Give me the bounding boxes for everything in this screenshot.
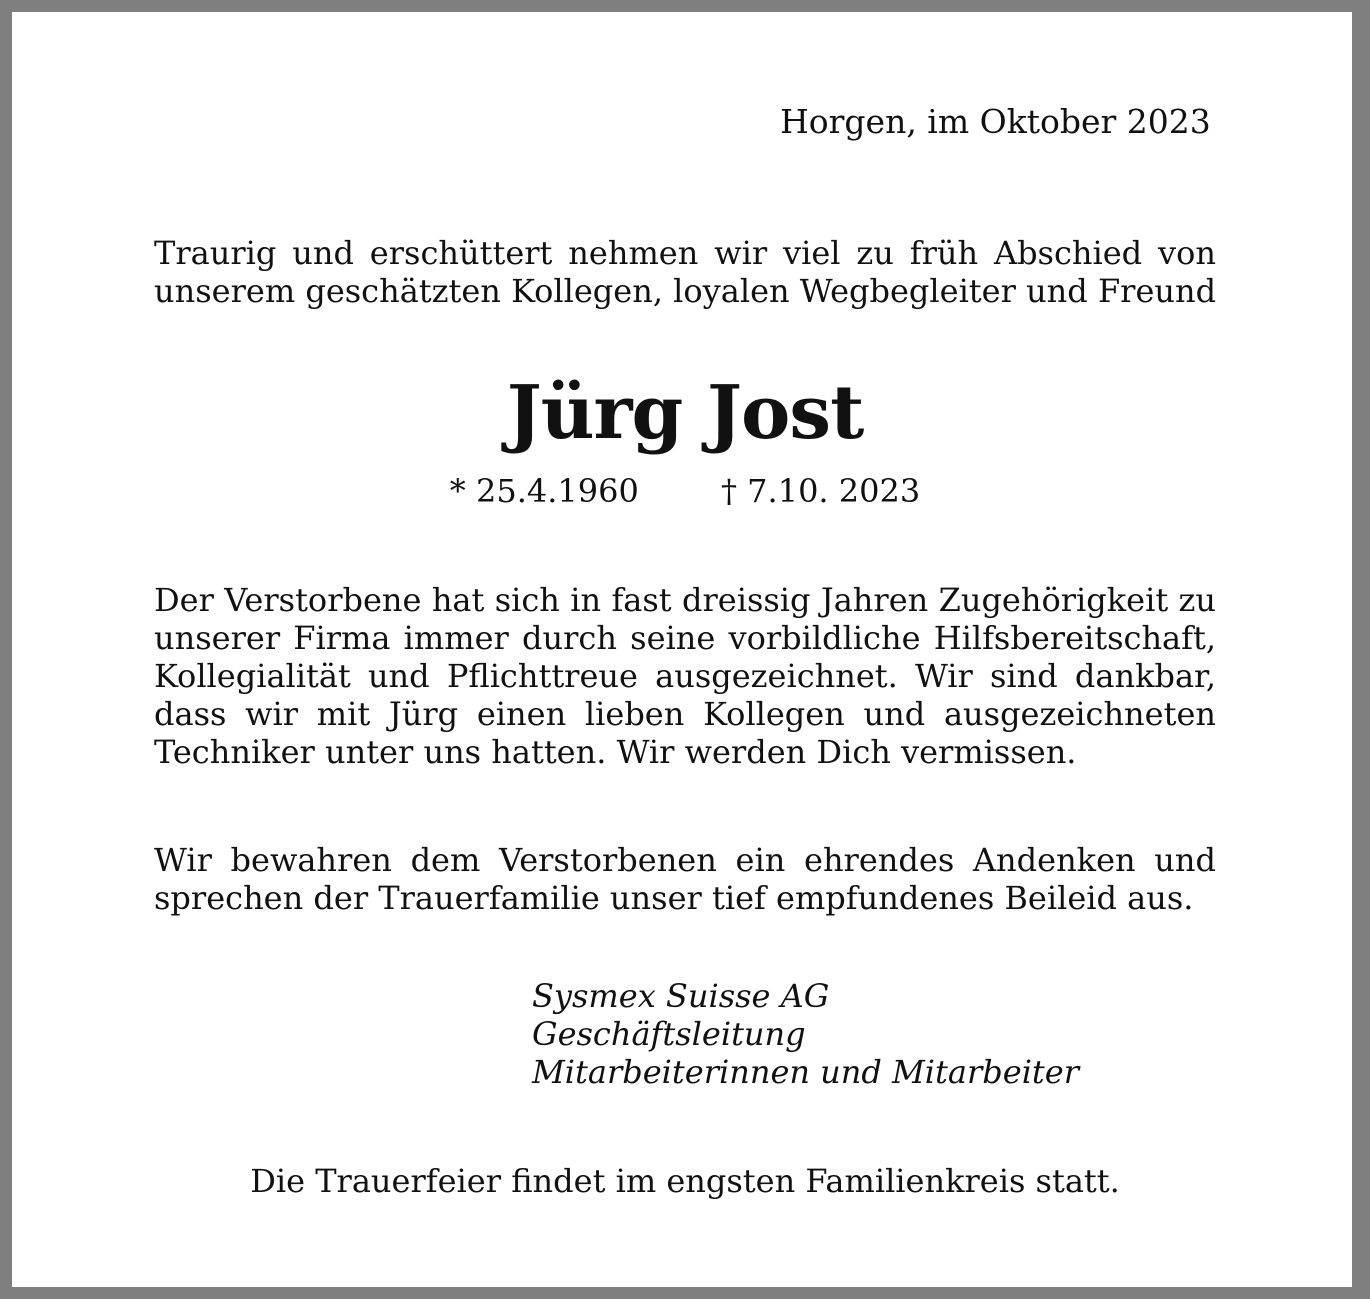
tribute-line: Kollegialität und Pflichttreue ausgezeichnet. Wir sind dankbar,	[154, 657, 1216, 695]
condolence-line: Wir bewahren dem Verstorbenen ein ehrendes Andenken und	[154, 841, 1216, 879]
signature-company: Sysmex Suisse AG	[532, 977, 830, 1015]
signature-management: Geschäftsleitung	[532, 1015, 806, 1053]
signature-staff: Mitarbeiterinnen und Mitarbeiter	[532, 1053, 1080, 1091]
condolence-line: sprechen der Trauerfamilie unser tief empfundenes Beileid aus.	[154, 879, 1194, 917]
tribute-paragraph	[154, 581, 1216, 771]
deceased-name: Jürg Jost	[506, 370, 864, 456]
condolence-paragraph	[154, 841, 1216, 917]
place-date: Horgen, im Oktober 2023	[780, 102, 1211, 141]
intro-line: Traurig und erschüttert nehmen wir viel zu früh Abschied von	[154, 234, 1216, 272]
funeral-note: Die Trauerfeier findet im engsten Familienkreis statt.	[250, 1162, 1120, 1200]
tribute-line: dass wir mit Jürg einen lieben Kollegen und ausgezeichneten	[154, 695, 1216, 733]
tribute-line: Techniker unter uns hatten. Wir werden Dich vermissen.	[154, 733, 1077, 771]
signature-block	[532, 977, 1079, 1091]
intro-paragraph	[154, 234, 1216, 310]
obituary-page	[12, 12, 1352, 1287]
life-dates	[12, 472, 1358, 510]
intro-line: unserem geschätzten Kollegen, loyalen Wegbegleiter und Freund	[154, 272, 1217, 310]
birth-date: * 25.4.1960	[449, 472, 639, 510]
tribute-line: Der Verstorbene hat sich in fast dreissig Jahren Zugehörigkeit zu	[154, 581, 1216, 619]
tribute-line: unserer Firma immer durch seine vorbildliche Hilfsbereitschaft,	[154, 619, 1216, 657]
death-date: † 7.10. 2023	[721, 472, 921, 510]
